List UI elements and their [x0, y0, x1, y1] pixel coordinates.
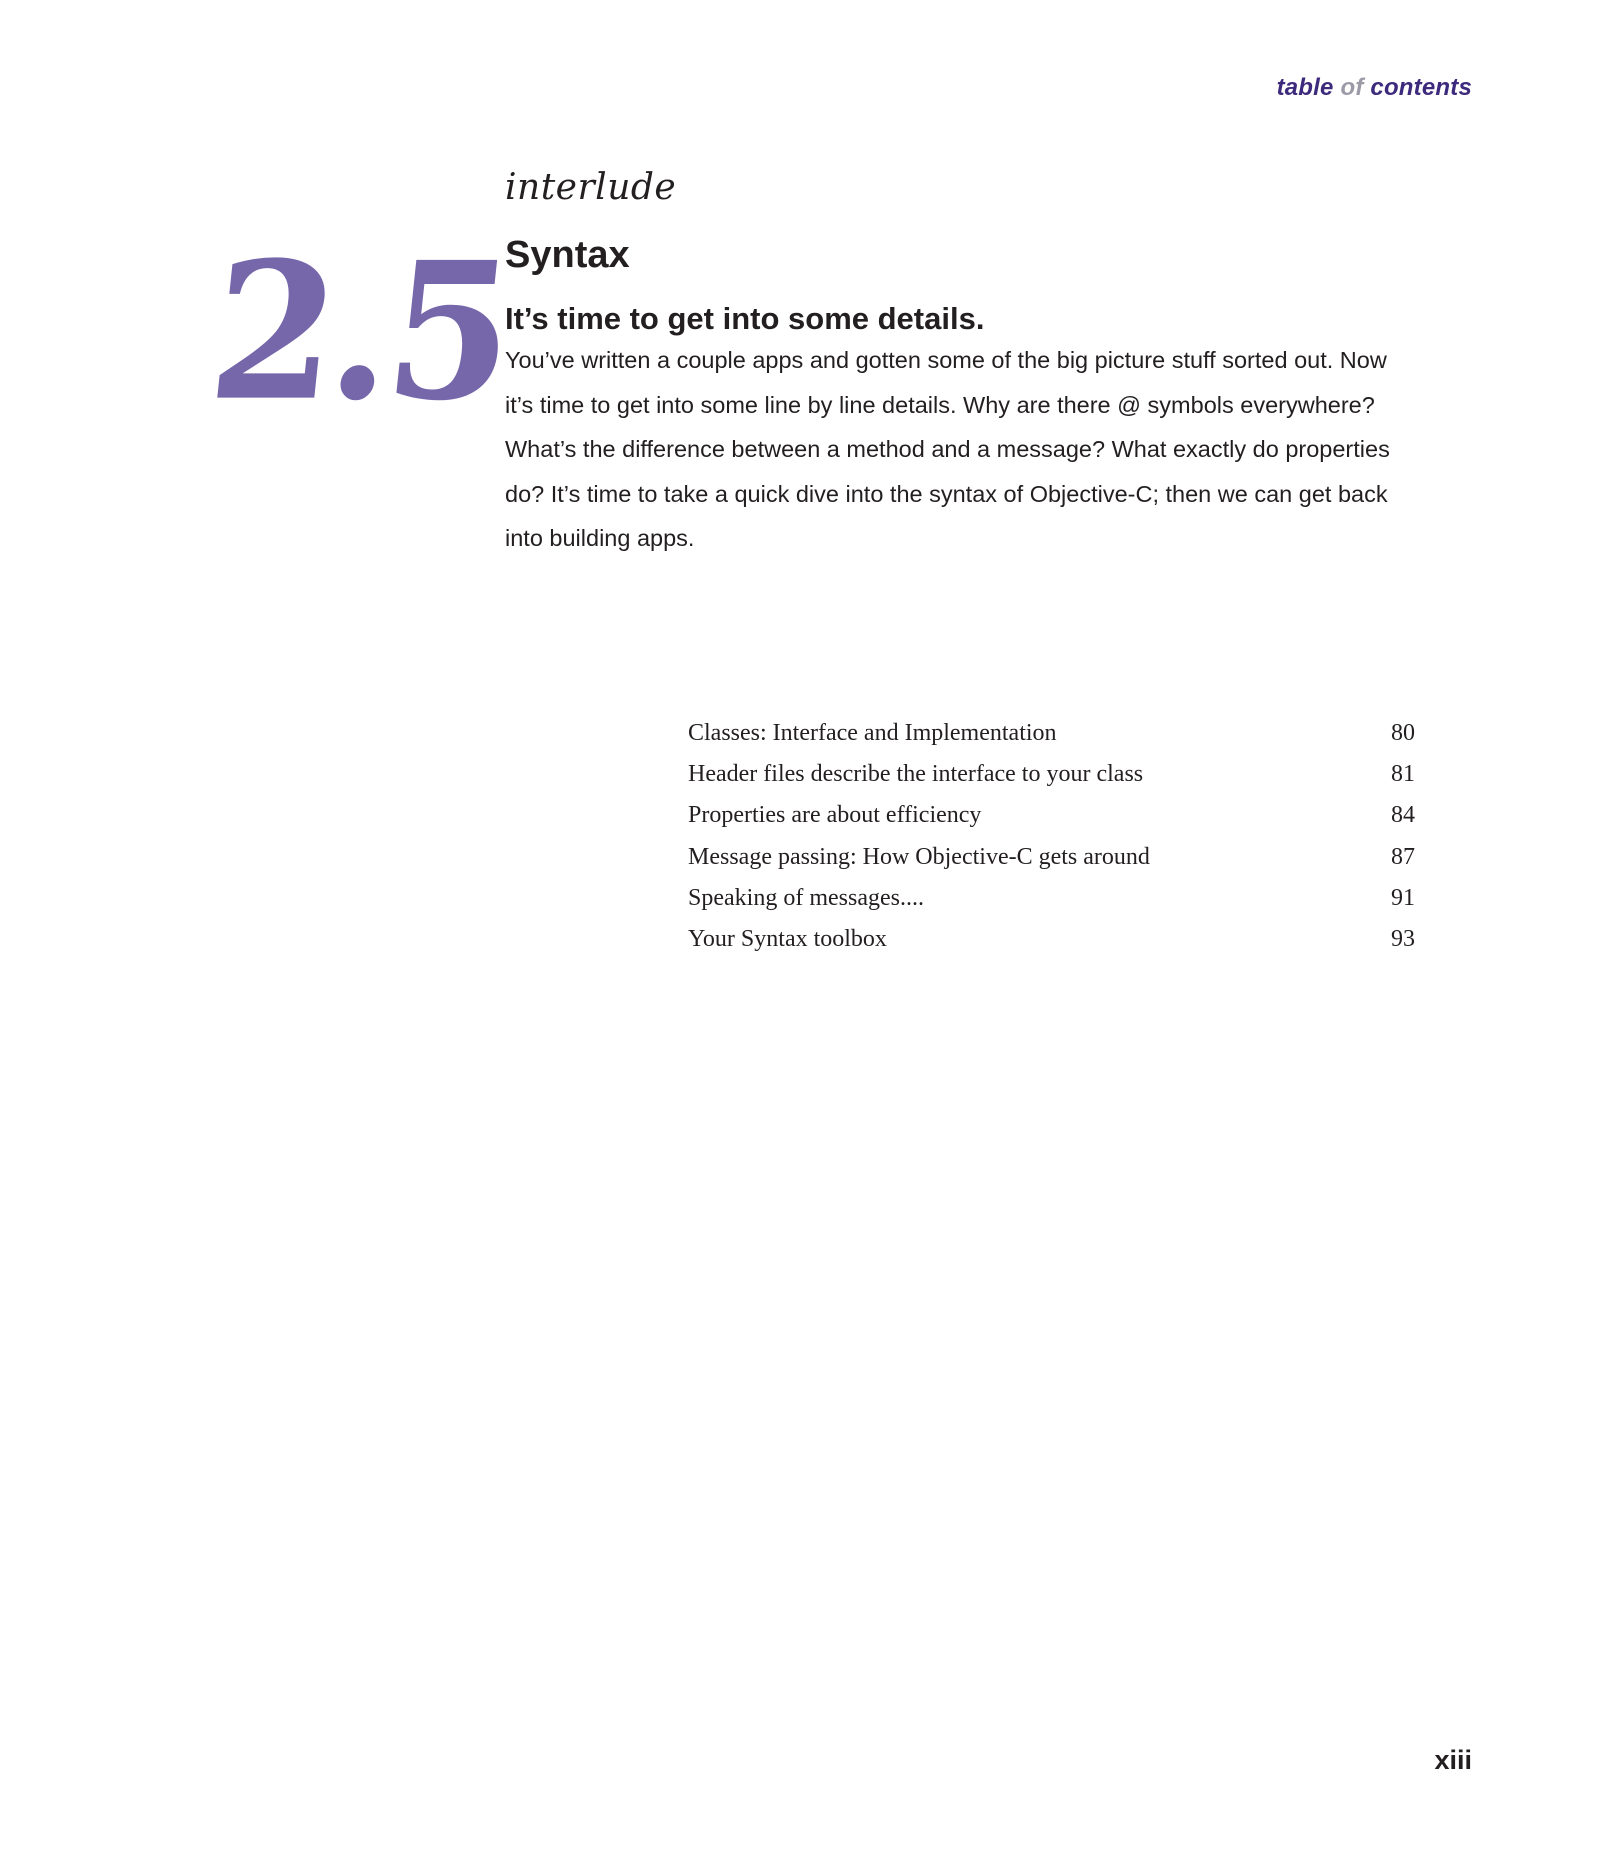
toc-list [688, 720, 1415, 967]
header-word-of: of [1340, 74, 1364, 101]
chapter-intro [505, 167, 1405, 561]
toc-entry[interactable] [688, 720, 1415, 761]
toc-entry-page: 84 [1391, 802, 1415, 829]
running-header [1277, 74, 1472, 102]
toc-entry[interactable] [688, 926, 1415, 967]
toc-entry-page: 80 [1391, 720, 1415, 746]
chapter-number: 2.5 [200, 221, 519, 443]
toc-entry[interactable] [688, 761, 1415, 802]
header-word-contents: contents [1370, 74, 1472, 101]
toc-entry-page: 81 [1391, 761, 1415, 788]
toc-entry-title: Your Syntax toolbox [688, 925, 887, 952]
chapter-description: You’ve written a couple apps and gotten some of the big picture stuff sorted out. Now it’s time to get into some line by line details. Why are there @ symbols everywhere? What’s the difference between a method and a message? What exactly do properties do? It’s time to take a quick dive into the syntax of Objective-C; then we can get back into building apps. [505, 347, 1390, 551]
chapter-title: Syntax [505, 234, 630, 276]
toc-entry[interactable] [688, 802, 1415, 843]
chapter-subtitle: It’s time to get into some details. [505, 301, 985, 336]
toc-entry-title: Message passing: How Objective-C gets around [688, 843, 1150, 870]
page-number: xiii [1434, 1745, 1472, 1775]
toc-entry[interactable] [688, 844, 1415, 885]
toc-entry[interactable] [688, 885, 1415, 926]
toc-entry-title: Properties are about efficiency [688, 802, 982, 829]
chapter-label: interlude [505, 167, 677, 208]
toc-entry-title: Speaking of messages.... [688, 884, 924, 911]
toc-entry-page: 87 [1391, 843, 1415, 870]
toc-entry-title: Header files describe the interface to your class [688, 761, 1144, 788]
toc-entry-page: 93 [1391, 925, 1415, 952]
toc-entry-title: Classes: Interface and Implementation [688, 720, 1057, 746]
header-word-table: table [1276, 74, 1334, 101]
toc-entry-page: 91 [1391, 884, 1415, 911]
